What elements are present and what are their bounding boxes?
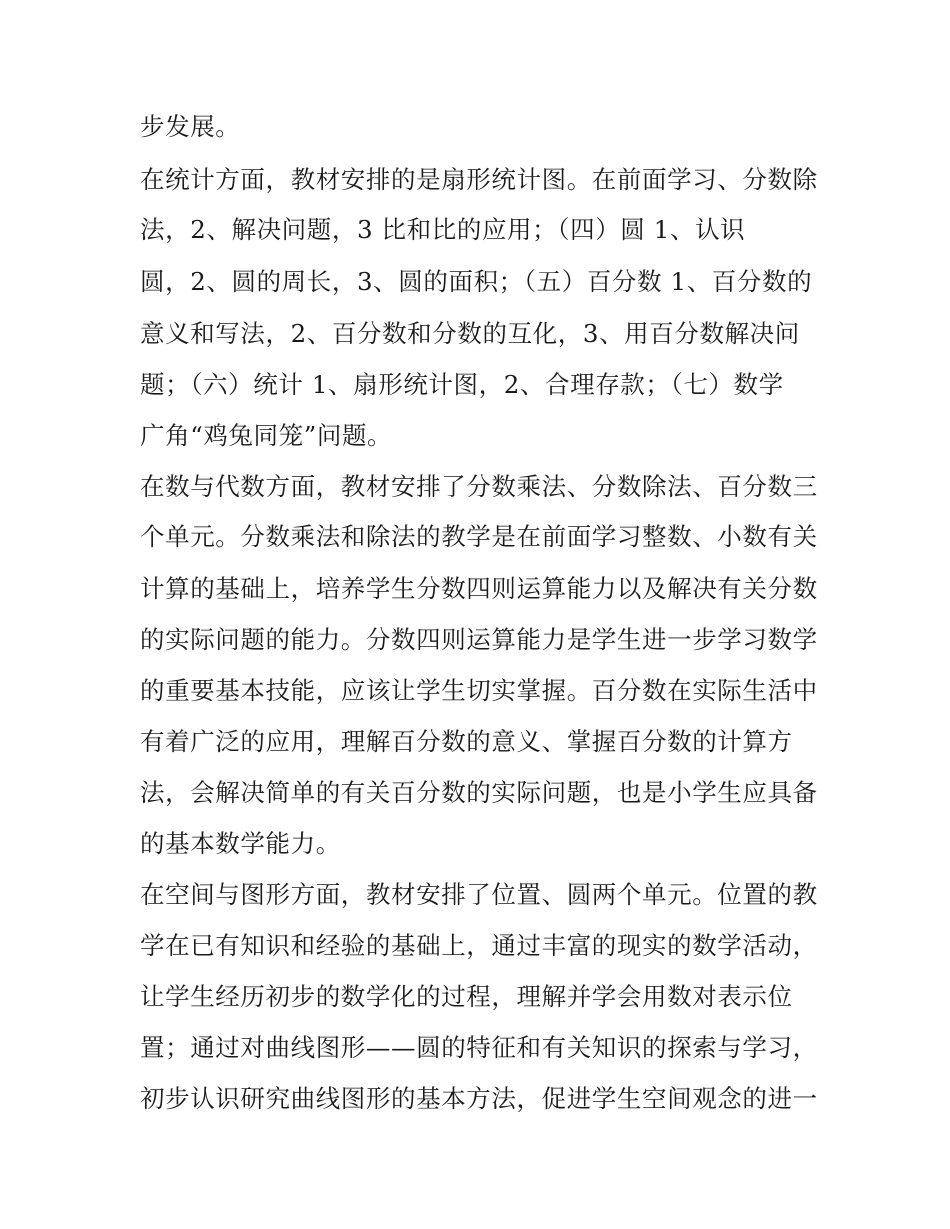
text-line: 题；（六）统计 1、扇形统计图，2、合理存款；（七）数学 [140,370,784,399]
text-line: 让学生经历初步的数学化的过程，理解并学会用数对表示位 [140,982,793,1011]
text-line: 的实际问题的能力。分数四则运算能力是学生进一步学习数学 [140,625,818,654]
text-line: 步发展。 [140,112,241,141]
text-line: 个单元。分数乘法和除法的教学是在前面学习整数、小数有关 [140,522,818,551]
text-line: 广角“鸡兔同笼”问题。 [140,421,393,450]
text-line: 法，会解决简单的有关百分数的实际问题，也是小学生应具备 [140,778,818,807]
text-line: 的重要基本技能，应该让学生切实掌握。百分数在实际生活中 [140,676,818,705]
text-line: 在空间与图形方面，教材安排了位置、圆两个单元。位置的教 [140,880,818,909]
text-line: 在数与代数方面，教材安排了分数乘法、分数除法、百分数三 [140,472,818,501]
text-line: 的基本数学能力。 [140,829,341,858]
text-line: 置；通过对曲线图形——圆的特征和有关知识的探索与学习， [140,1033,818,1062]
text-line: 圆，2、圆的周长，3、圆的面积；（五）百分数 1、百分数的 [140,267,813,296]
text-line: 在统计方面，教材安排的是扇形统计图。在前面学习、分数除 [140,165,818,194]
text-line: 意义和写法，2、百分数和分数的互化，3、用百分数解决问 [140,319,800,348]
text-line: 法，2、解决问题，3 比和比的应用；（四）圆 1、认识 [140,215,746,244]
text-line: 计算的基础上，培养学生分数四则运算能力以及解决有关分数 [140,574,818,603]
text-line: 有着广泛的应用，理解百分数的意义、掌握百分数的计算方 [140,727,793,756]
text-line: 学在已有知识和经验的基础上，通过丰富的现实的数学活动， [140,931,818,960]
text-line: 初步认识研究曲线图形的基本方法，促进学生空间观念的进一 [140,1084,818,1113]
